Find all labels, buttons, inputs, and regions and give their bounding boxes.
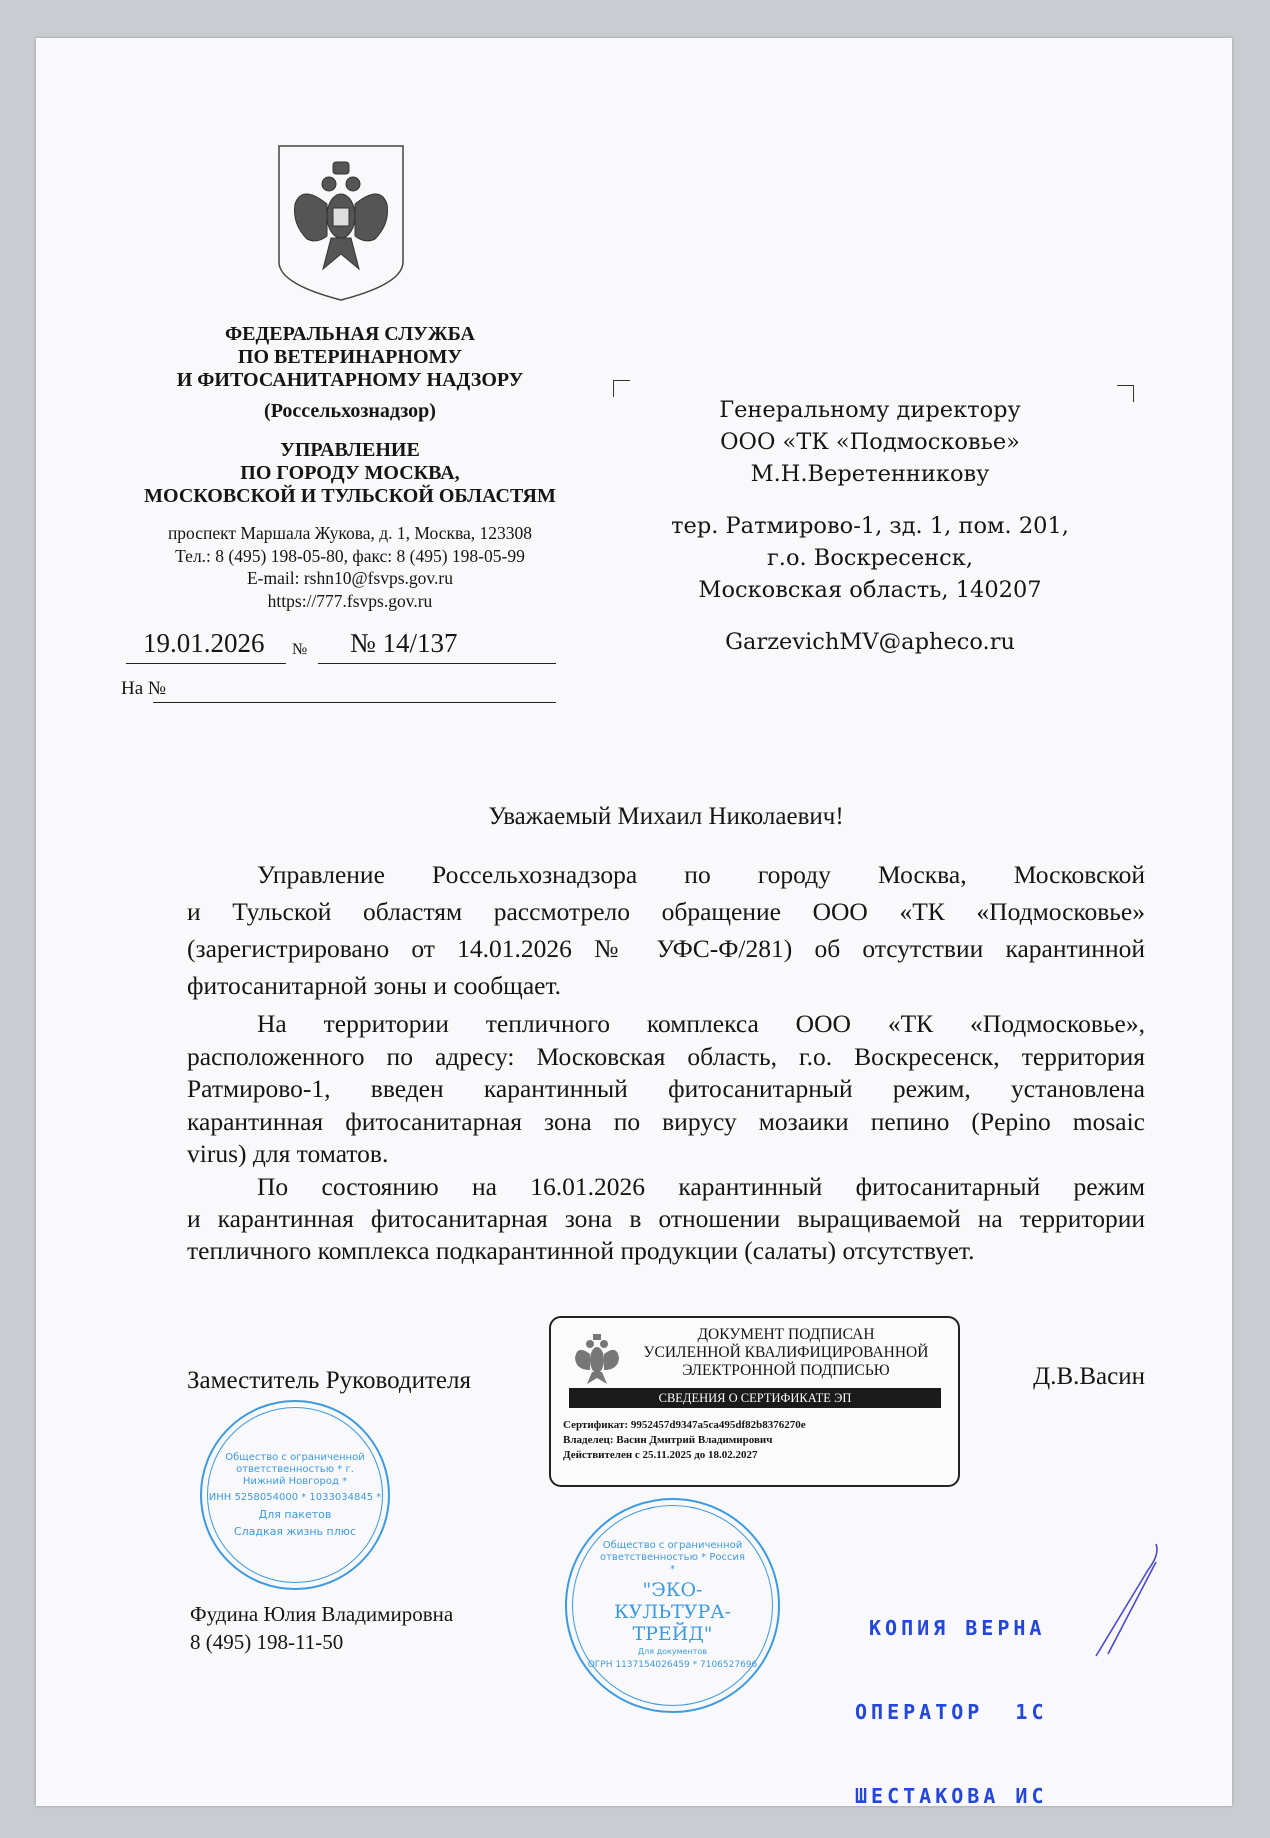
company-seal-sweet-life xyxy=(200,1400,390,1590)
recipient-address: тер. Ратмирово-1, зд. 1, пом. 201, xyxy=(671,513,1069,539)
seal-center-text: ТРЕЙД" xyxy=(632,1623,713,1645)
recipient-email: GarzevichMV@apheco.ru xyxy=(725,629,1015,655)
reply-to-label: На № xyxy=(121,678,167,699)
recipient-address: Московская область, 140207 xyxy=(698,577,1042,603)
body-line: (зарегистрировано от 14.01.2026 № УФС-Ф/281) об отсутствии карантинной xyxy=(187,934,1145,963)
letter-date: 19.01.2026 xyxy=(143,628,265,658)
org-line: И ФИТОСАНИТАРНОМУ НАДЗОРУ xyxy=(176,369,524,391)
ep-title-line: ЭЛЕКТРОННОЙ ПОДПИСЬЮ xyxy=(682,1362,890,1379)
body-line: фитосанитарной зоны и сообщает. xyxy=(187,971,562,1000)
seal-center-text: Для пакетов xyxy=(258,1508,332,1521)
dept-line: МОСКОВСКОЙ И ТУЛЬСКОЙ ОБЛАСТЯМ xyxy=(144,485,556,507)
seal-center-text: КУЛЬТУРА- xyxy=(613,1601,732,1623)
executor-phone: 8 (495) 198-11-50 xyxy=(190,1630,344,1654)
body-line: По состоянию на 16.01.2026 карантинный фитосанитарный режим xyxy=(257,1172,1145,1201)
recipient-address: г.о. Воскресенск, xyxy=(767,545,973,571)
body-line: карантинная фитосанитарная зона по вирусу мозаики пепино (Pepino mosaic xyxy=(187,1107,1145,1136)
signatory-position: Заместитель Руководителя xyxy=(187,1367,471,1394)
copy-certified-stamp xyxy=(855,1558,1048,1838)
ep-owner: Владелец: Васин Дмитрий Владимирович xyxy=(563,1434,773,1446)
ep-title-line: ДОКУМЕНТ ПОДПИСАН xyxy=(697,1326,875,1343)
copy-stamp-line: ШЕСТАКОВА ИС xyxy=(855,1784,1048,1808)
org-short-name: (Россельхознадзор) xyxy=(264,400,436,422)
emblem-icon xyxy=(573,1332,621,1384)
body-line: расположенного по адресу: Московская область, г.о. Воскресенск, территория xyxy=(187,1042,1145,1071)
handwritten-signature xyxy=(1090,1540,1160,1660)
seal-center-text: "ЭКО- xyxy=(642,1579,703,1601)
recipient-block xyxy=(620,394,1120,658)
seal-small-text: Для документов xyxy=(637,1647,708,1656)
body-line: На территории тепличного комплекса ООО «ТК «Подмосковье», xyxy=(257,1009,1145,1038)
ep-certificate-id: Сертификат: 9952457d9347a5ca495df82b8376270e xyxy=(563,1419,806,1431)
sender-website: https://777.fsvps.gov.ru xyxy=(267,590,433,611)
coat-of-arms-emblem xyxy=(277,144,405,302)
sender-email: E-mail: rshn10@fsvps.gov.ru xyxy=(246,568,453,588)
org-line: ПО ВЕТЕРИНАРНОМУ xyxy=(237,346,463,368)
electronic-signature-stamp xyxy=(549,1316,960,1487)
greeting: Уважаемый Михаил Николаевич! xyxy=(488,803,844,830)
ep-validity: Действителен с 25.11.2025 до 18.02.2027 xyxy=(563,1449,758,1461)
reply-to-line xyxy=(153,680,556,703)
dept-line: УПРАВЛЕНИЕ xyxy=(280,439,420,461)
seal-inner-text: ИНН 5258054000 * 1033034845 * xyxy=(208,1492,382,1503)
seal-bottom-text: Сладкая жизнь плюс xyxy=(233,1525,357,1538)
number-label: № xyxy=(292,641,308,658)
executor-contact xyxy=(190,1600,453,1656)
recipient-position: Генеральному директору xyxy=(719,397,1021,423)
company-seal-eco-kultura-treid xyxy=(565,1498,780,1713)
body-line: и Тульской областям рассмотрело обращение ООО «ТК «Подмосковье» xyxy=(187,897,1145,926)
sender-address: проспект Маршала Жукова, д. 1, Москва, 123308 xyxy=(167,523,533,543)
body-line: Управление Россельхознадзора по городу Москва, Московской xyxy=(257,860,1145,889)
sender-organization xyxy=(120,323,580,612)
ep-certificate-header: СВЕДЕНИЯ О СЕРТИФИКАТЕ ЭП xyxy=(569,1388,941,1408)
body-line: и карантинная фитосанитарная зона в отношении выращиваемой на территории xyxy=(187,1204,1145,1233)
recipient-company: ООО «ТК «Подмосковье» xyxy=(720,429,1020,455)
body-line: тепличного комплекса подкарантинной продукции (салаты) отсутствует. xyxy=(187,1236,975,1265)
letter-number: № 14/137 xyxy=(350,628,458,658)
sender-phone: Тел.: 8 (495) 198-05-80, факс: 8 (495) 198-05-99 xyxy=(175,545,525,566)
body-line: Ратмирово-1, введен карантинный фитосанитарный режим, установлена xyxy=(187,1074,1145,1103)
recipient-name: М.Н.Веретенникову xyxy=(750,461,990,487)
seal-inner-text: ОГРН 1137154026459 * 7106527696 xyxy=(587,1660,758,1670)
executor-name: Фудина Юлия Владимировна xyxy=(190,1602,454,1626)
copy-stamp-line: ОПЕРАТОР 1С xyxy=(855,1700,1048,1724)
org-line: ФЕДЕРАЛЬНАЯ СЛУЖБА xyxy=(225,323,475,345)
seal-ring-text: Общество с ограниченной ответственностью * Россия * xyxy=(599,1540,746,1575)
ep-title-line: УСИЛЕННОЙ КВАЛИФИЦИРОВАННОЙ xyxy=(643,1344,929,1361)
body-line: virus) для томатов. xyxy=(187,1139,389,1168)
signatory-name: Д.В.Васин xyxy=(1033,1363,1145,1390)
copy-stamp-line: КОПИЯ ВЕРНА xyxy=(869,1616,1046,1640)
dept-line: ПО ГОРОДУ МОСКВА, xyxy=(240,462,460,484)
seal-ring-text: Общество с ограниченной ответственностью * г. Нижний Новгород * xyxy=(225,1452,365,1487)
